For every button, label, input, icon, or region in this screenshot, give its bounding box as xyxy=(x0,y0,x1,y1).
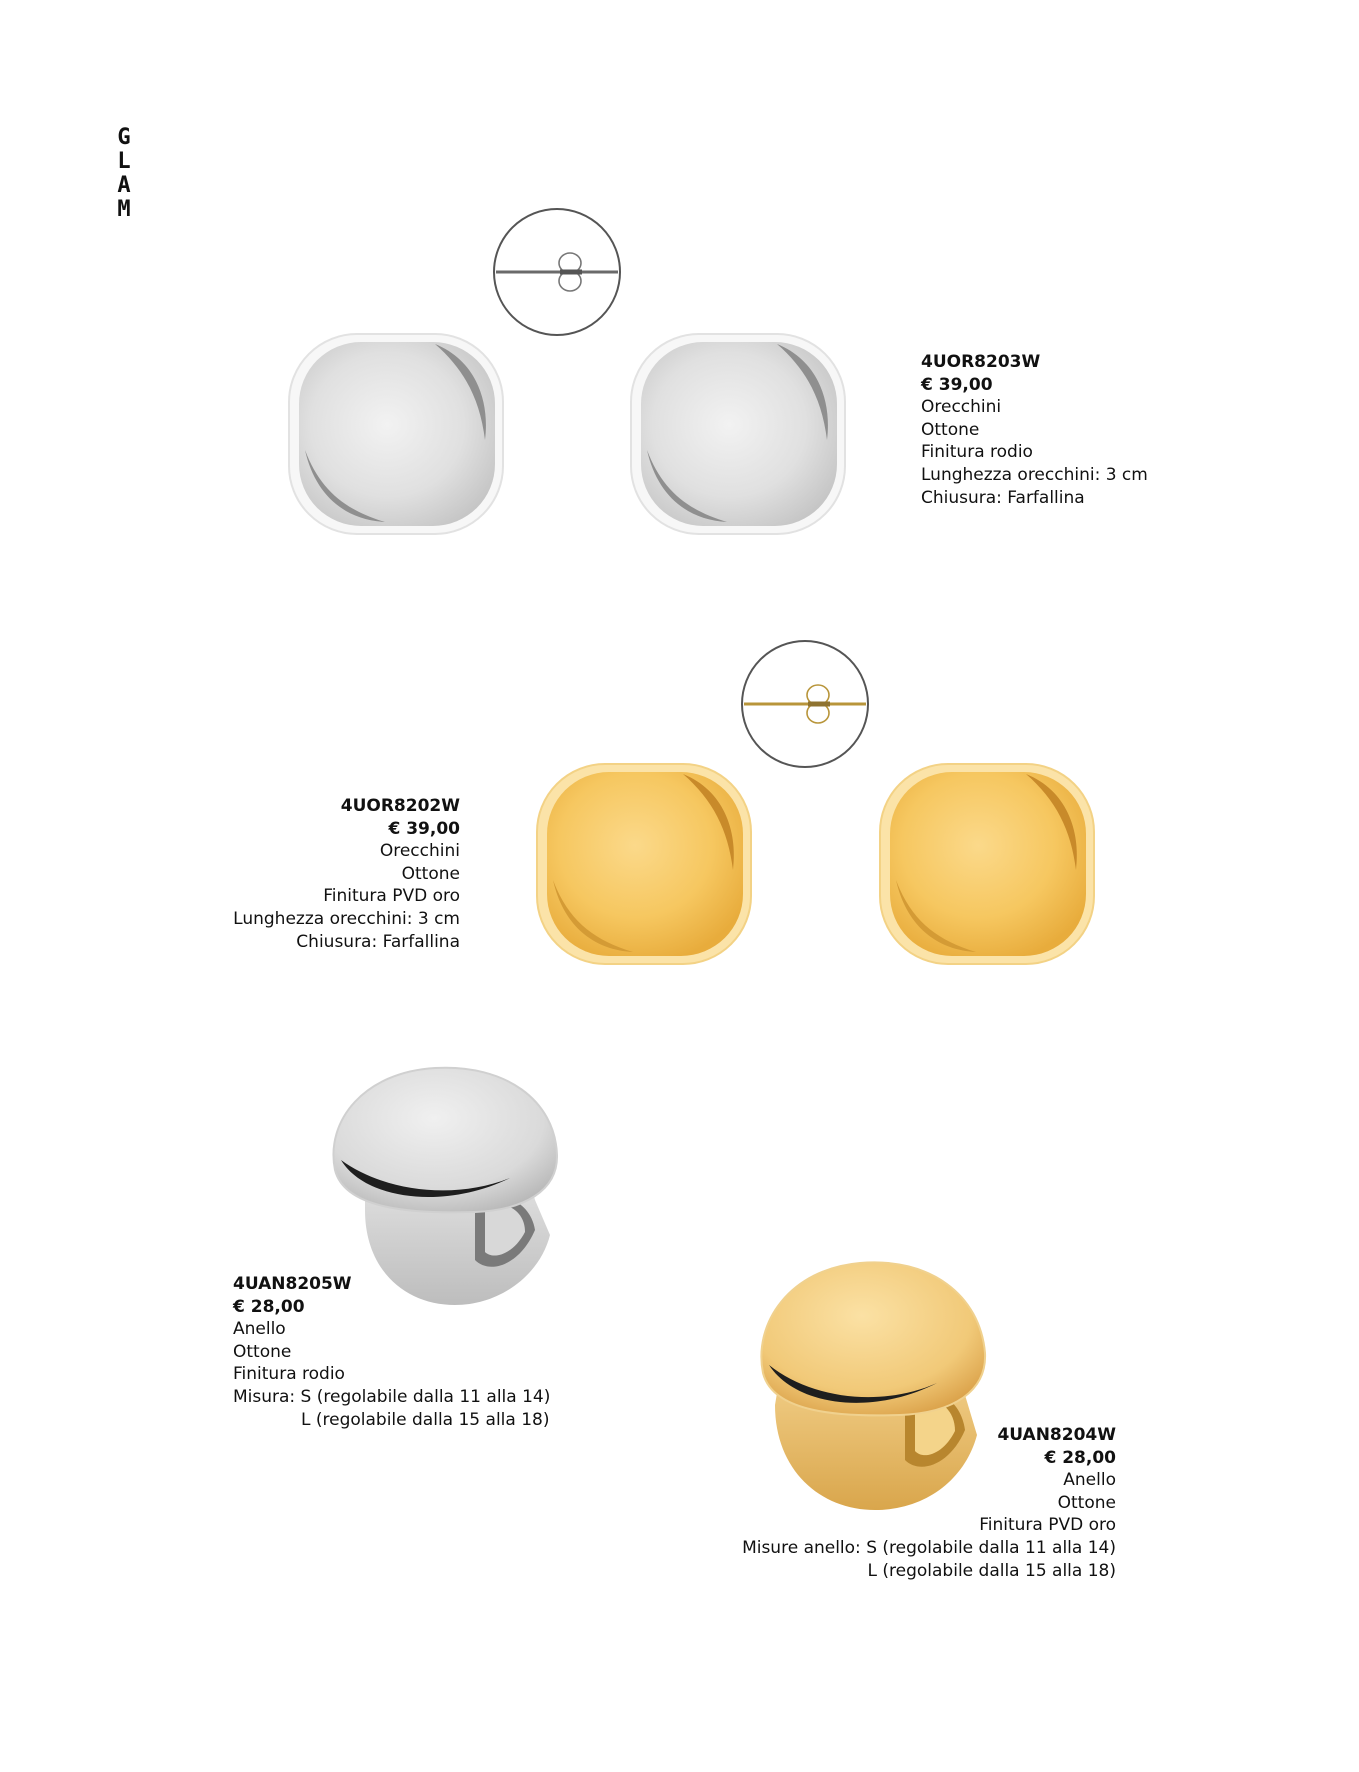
product-price: € 28,00 xyxy=(233,1296,305,1317)
product-price: € 39,00 xyxy=(388,818,460,839)
product-code: 4UOR8202W xyxy=(340,796,460,816)
product-code: 4UAN8204W xyxy=(997,1425,1116,1445)
earring-silver-left xyxy=(285,330,507,538)
earring-closure-detail-silver xyxy=(490,205,625,340)
product-size: Misure anello: S (regolabile dalla 11 alla 14) xyxy=(742,1537,1116,1558)
product-code: 4UOR8203W xyxy=(921,352,1041,372)
product-price: € 28,00 xyxy=(1044,1447,1116,1468)
product-material: Ottone xyxy=(1057,1492,1116,1513)
collection-letter: A xyxy=(117,173,131,198)
product-info-4uor8202w xyxy=(233,795,460,953)
product-closure: Chiusura: Farfallina xyxy=(921,487,1085,508)
product-size-line2: L (regolabile dalla 15 alla 18) xyxy=(301,1409,550,1430)
collection-letter: G xyxy=(117,125,131,150)
product-price: € 39,00 xyxy=(921,374,993,395)
product-type: Orecchini xyxy=(379,841,460,862)
product-type: Anello xyxy=(233,1319,286,1340)
product-finish: Finitura rodio xyxy=(233,1364,345,1385)
product-info-4uan8205w xyxy=(233,1273,550,1431)
collection-letter: M xyxy=(117,197,131,222)
product-size: Lunghezza orecchini: 3 cm xyxy=(233,908,460,929)
collection-letter: L xyxy=(117,149,131,174)
product-finish: Finitura PVD oro xyxy=(979,1515,1116,1536)
product-type: Anello xyxy=(1063,1470,1116,1491)
collection-label xyxy=(112,126,136,222)
product-info-4uan8204w xyxy=(742,1424,1116,1582)
product-info-4uor8203w xyxy=(921,351,1148,509)
product-size-line2: L (regolabile dalla 15 alla 18) xyxy=(867,1560,1116,1581)
product-material: Ottone xyxy=(233,1341,292,1362)
earring-closure-detail-gold xyxy=(738,637,873,772)
product-size: Misura: S (regolabile dalla 11 alla 14) xyxy=(233,1386,551,1407)
earring-silver-right xyxy=(627,330,849,538)
earring-gold-right xyxy=(876,760,1098,968)
product-type: Orecchini xyxy=(921,397,1002,418)
product-material: Ottone xyxy=(921,419,980,440)
product-material: Ottone xyxy=(401,863,460,884)
product-code: 4UAN8205W xyxy=(233,1274,352,1294)
earring-gold-left xyxy=(533,760,755,968)
product-finish: Finitura rodio xyxy=(921,442,1033,463)
product-finish: Finitura PVD oro xyxy=(323,886,460,907)
product-size: Lunghezza orecchini: 3 cm xyxy=(921,464,1148,485)
product-closure: Chiusura: Farfallina xyxy=(296,931,460,952)
